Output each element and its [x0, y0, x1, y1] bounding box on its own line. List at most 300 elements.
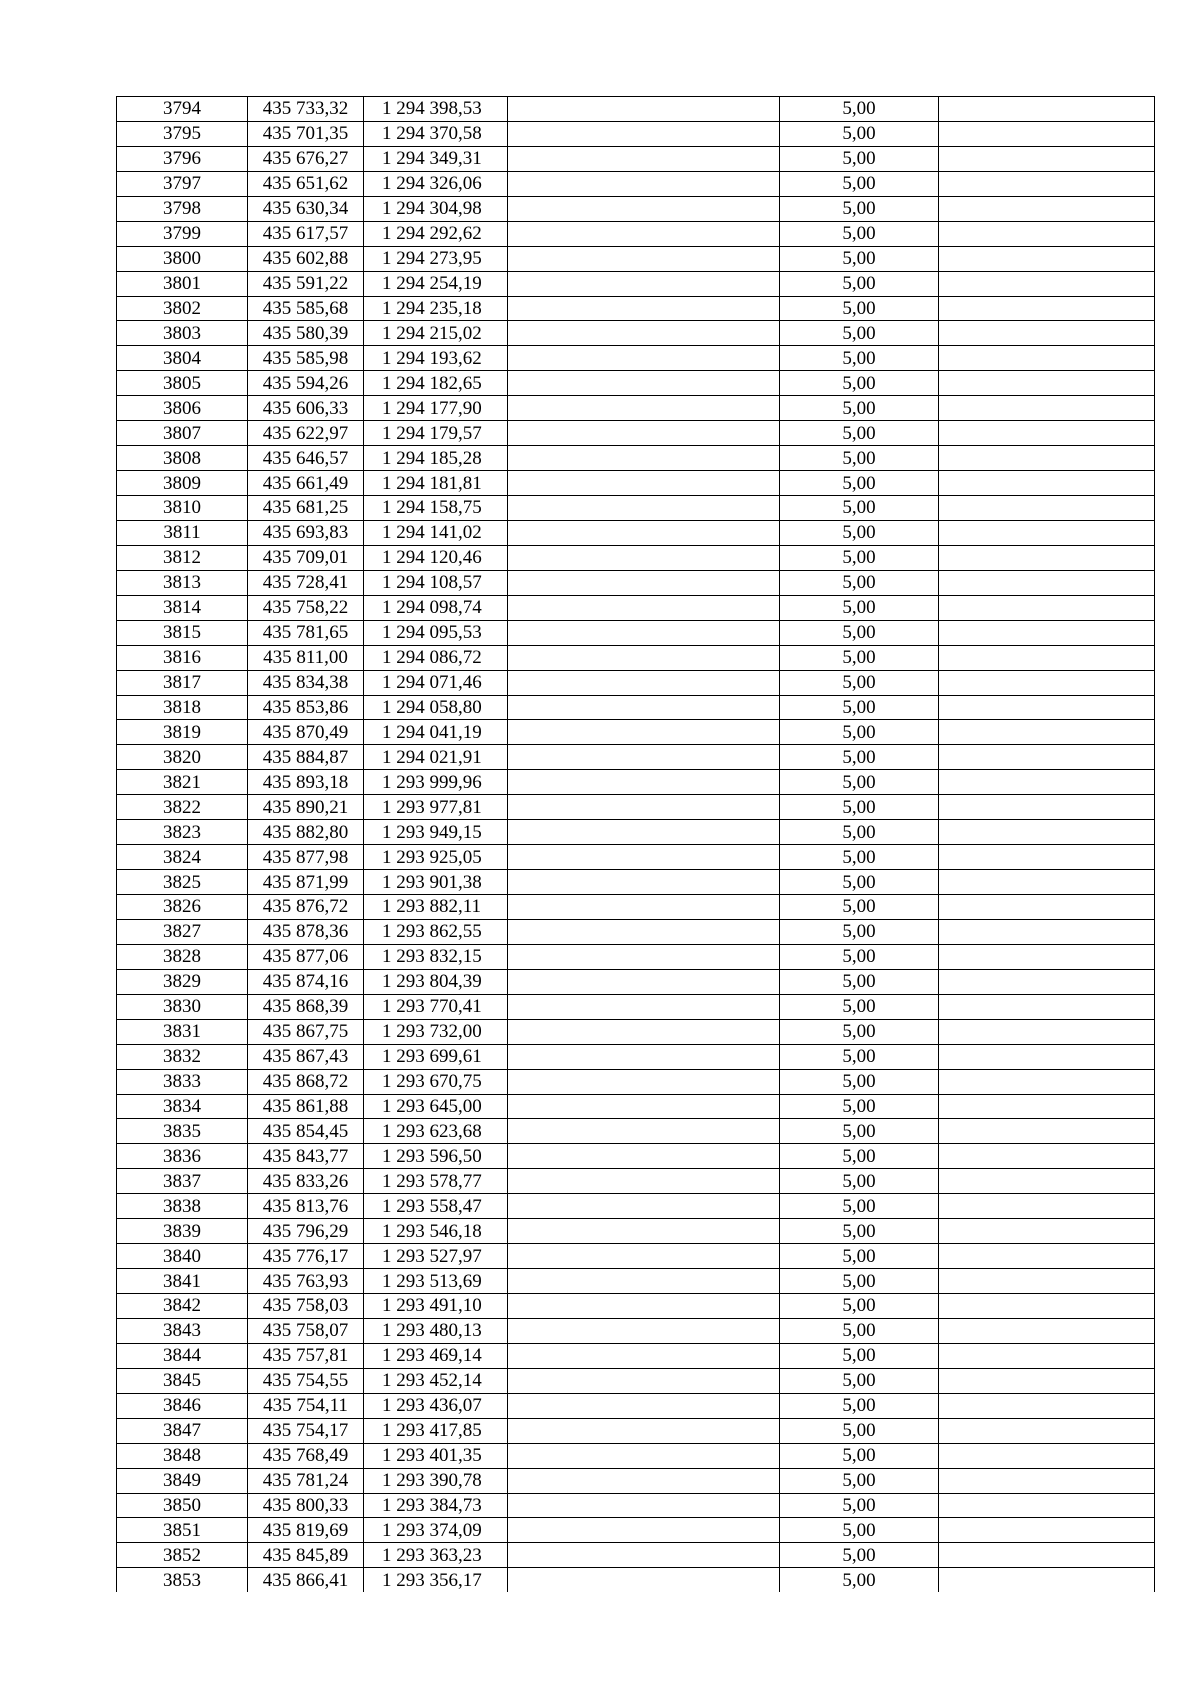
point-number-cell: 3843	[117, 1318, 248, 1343]
point-number-cell: 3849	[117, 1468, 248, 1493]
empty-cell	[508, 570, 780, 595]
y-coordinate-cell: 1 294 177,90	[364, 396, 508, 421]
value-cell: 5,00	[780, 670, 939, 695]
empty-cell	[508, 1219, 780, 1244]
x-coordinate-cell: 435 877,98	[248, 845, 364, 870]
y-coordinate-cell: 1 294 349,31	[364, 146, 508, 171]
table-row	[117, 745, 1155, 770]
x-coordinate-cell: 435 776,17	[248, 1244, 364, 1269]
y-coordinate-cell: 1 293 862,55	[364, 919, 508, 944]
x-coordinate-cell: 435 876,72	[248, 895, 364, 920]
value-cell: 5,00	[780, 1443, 939, 1468]
table-row	[117, 1368, 1155, 1393]
table-row	[117, 1318, 1155, 1343]
table-row	[117, 1468, 1155, 1493]
x-coordinate-cell: 435 709,01	[248, 545, 364, 570]
table-row	[117, 770, 1155, 795]
table-row	[117, 670, 1155, 695]
y-coordinate-cell: 1 294 120,46	[364, 545, 508, 570]
table-row	[117, 1418, 1155, 1443]
empty-cell	[939, 1294, 1155, 1319]
point-number-cell: 3813	[117, 570, 248, 595]
x-coordinate-cell: 435 845,89	[248, 1543, 364, 1568]
table-row	[117, 396, 1155, 421]
empty-cell	[508, 1368, 780, 1393]
table-row	[117, 820, 1155, 845]
table-row	[117, 97, 1155, 122]
table-row	[117, 1269, 1155, 1294]
empty-cell	[508, 545, 780, 570]
point-number-cell: 3804	[117, 346, 248, 371]
empty-cell	[939, 1169, 1155, 1194]
empty-cell	[939, 520, 1155, 545]
point-number-cell: 3832	[117, 1044, 248, 1069]
x-coordinate-cell: 435 877,06	[248, 944, 364, 969]
x-coordinate-cell: 435 853,86	[248, 695, 364, 720]
table-row	[117, 1393, 1155, 1418]
point-number-cell: 3841	[117, 1269, 248, 1294]
empty-cell	[508, 670, 780, 695]
point-number-cell: 3794	[117, 97, 248, 122]
value-cell: 5,00	[780, 545, 939, 570]
table-row	[117, 919, 1155, 944]
y-coordinate-cell: 1 293 390,78	[364, 1468, 508, 1493]
table-row	[117, 1518, 1155, 1543]
empty-cell	[939, 1343, 1155, 1368]
y-coordinate-cell: 1 293 469,14	[364, 1343, 508, 1368]
point-number-cell: 3810	[117, 496, 248, 521]
y-coordinate-cell: 1 294 041,19	[364, 720, 508, 745]
value-cell: 5,00	[780, 1069, 939, 1094]
point-number-cell: 3822	[117, 795, 248, 820]
value-cell: 5,00	[780, 870, 939, 895]
empty-cell	[939, 1468, 1155, 1493]
empty-cell	[508, 969, 780, 994]
point-number-cell: 3836	[117, 1144, 248, 1169]
value-cell: 5,00	[780, 471, 939, 496]
table-row	[117, 1069, 1155, 1094]
empty-cell	[939, 545, 1155, 570]
empty-cell	[508, 321, 780, 346]
empty-cell	[508, 595, 780, 620]
value-cell: 5,00	[780, 795, 939, 820]
empty-cell	[508, 1069, 780, 1094]
table-row	[117, 271, 1155, 296]
value-cell: 5,00	[780, 196, 939, 221]
empty-cell	[939, 570, 1155, 595]
value-cell: 5,00	[780, 221, 939, 246]
value-cell: 5,00	[780, 620, 939, 645]
value-cell: 5,00	[780, 146, 939, 171]
y-coordinate-cell: 1 293 596,50	[364, 1144, 508, 1169]
empty-cell	[508, 1493, 780, 1518]
point-number-cell: 3846	[117, 1393, 248, 1418]
value-cell: 5,00	[780, 570, 939, 595]
y-coordinate-cell: 1 293 480,13	[364, 1318, 508, 1343]
empty-cell	[939, 321, 1155, 346]
empty-cell	[939, 1493, 1155, 1518]
value-cell: 5,00	[780, 496, 939, 521]
y-coordinate-cell: 1 294 071,46	[364, 670, 508, 695]
value-cell: 5,00	[780, 446, 939, 471]
y-coordinate-cell: 1 293 732,00	[364, 1019, 508, 1044]
value-cell: 5,00	[780, 1144, 939, 1169]
empty-cell	[508, 421, 780, 446]
empty-cell	[508, 146, 780, 171]
point-number-cell: 3833	[117, 1069, 248, 1094]
table-row	[117, 171, 1155, 196]
empty-cell	[508, 1269, 780, 1294]
empty-cell	[508, 1468, 780, 1493]
x-coordinate-cell: 435 585,68	[248, 296, 364, 321]
y-coordinate-cell: 1 294 185,28	[364, 446, 508, 471]
empty-cell	[939, 97, 1155, 122]
empty-cell	[508, 919, 780, 944]
point-number-cell: 3853	[117, 1568, 248, 1592]
value-cell: 5,00	[780, 346, 939, 371]
empty-cell	[939, 770, 1155, 795]
empty-cell	[939, 346, 1155, 371]
x-coordinate-cell: 435 781,24	[248, 1468, 364, 1493]
table-row	[117, 446, 1155, 471]
value-cell: 5,00	[780, 695, 939, 720]
value-cell: 5,00	[780, 321, 939, 346]
point-number-cell: 3852	[117, 1543, 248, 1568]
value-cell: 5,00	[780, 1294, 939, 1319]
y-coordinate-cell: 1 293 356,17	[364, 1568, 508, 1592]
value-cell: 5,00	[780, 520, 939, 545]
empty-cell	[508, 396, 780, 421]
empty-cell	[508, 97, 780, 122]
table-row	[117, 1543, 1155, 1568]
point-number-cell: 3808	[117, 446, 248, 471]
point-number-cell: 3851	[117, 1518, 248, 1543]
x-coordinate-cell: 435 870,49	[248, 720, 364, 745]
point-number-cell: 3828	[117, 944, 248, 969]
point-number-cell: 3797	[117, 171, 248, 196]
table-row	[117, 371, 1155, 396]
empty-cell	[939, 1019, 1155, 1044]
y-coordinate-cell: 1 294 254,19	[364, 271, 508, 296]
point-number-cell: 3837	[117, 1169, 248, 1194]
value-cell: 5,00	[780, 720, 939, 745]
y-coordinate-cell: 1 293 527,97	[364, 1244, 508, 1269]
x-coordinate-cell: 435 728,41	[248, 570, 364, 595]
value-cell: 5,00	[780, 820, 939, 845]
point-number-cell: 3817	[117, 670, 248, 695]
point-number-cell: 3814	[117, 595, 248, 620]
x-coordinate-cell: 435 890,21	[248, 795, 364, 820]
empty-cell	[939, 1244, 1155, 1269]
x-coordinate-cell: 435 646,57	[248, 446, 364, 471]
y-coordinate-cell: 1 294 021,91	[364, 745, 508, 770]
table-row	[117, 1343, 1155, 1368]
table-row	[117, 695, 1155, 720]
table-row	[117, 471, 1155, 496]
empty-cell	[939, 919, 1155, 944]
y-coordinate-cell: 1 294 215,02	[364, 321, 508, 346]
x-coordinate-cell: 435 591,22	[248, 271, 364, 296]
value-cell: 5,00	[780, 1543, 939, 1568]
empty-cell	[939, 1069, 1155, 1094]
empty-cell	[508, 1343, 780, 1368]
y-coordinate-cell: 1 294 181,81	[364, 471, 508, 496]
empty-cell	[508, 1044, 780, 1069]
empty-cell	[939, 620, 1155, 645]
table-row	[117, 346, 1155, 371]
x-coordinate-cell: 435 733,32	[248, 97, 364, 122]
x-coordinate-cell: 435 622,97	[248, 421, 364, 446]
y-coordinate-cell: 1 294 235,18	[364, 296, 508, 321]
point-number-cell: 3799	[117, 221, 248, 246]
value-cell: 5,00	[780, 944, 939, 969]
empty-cell	[939, 745, 1155, 770]
x-coordinate-cell: 435 757,81	[248, 1343, 364, 1368]
table-row	[117, 994, 1155, 1019]
y-coordinate-cell: 1 294 326,06	[364, 171, 508, 196]
empty-cell	[508, 1194, 780, 1219]
value-cell: 5,00	[780, 1493, 939, 1518]
empty-cell	[939, 969, 1155, 994]
x-coordinate-cell: 435 701,35	[248, 121, 364, 146]
point-number-cell: 3826	[117, 895, 248, 920]
x-coordinate-cell: 435 882,80	[248, 820, 364, 845]
y-coordinate-cell: 1 294 292,62	[364, 221, 508, 246]
y-coordinate-cell: 1 294 086,72	[364, 645, 508, 670]
value-cell: 5,00	[780, 1418, 939, 1443]
y-coordinate-cell: 1 293 578,77	[364, 1169, 508, 1194]
x-coordinate-cell: 435 602,88	[248, 246, 364, 271]
point-number-cell: 3812	[117, 545, 248, 570]
table-row	[117, 1019, 1155, 1044]
y-coordinate-cell: 1 293 452,14	[364, 1368, 508, 1393]
y-coordinate-cell: 1 293 804,39	[364, 969, 508, 994]
point-number-cell: 3829	[117, 969, 248, 994]
empty-cell	[508, 496, 780, 521]
empty-cell	[508, 121, 780, 146]
x-coordinate-cell: 435 768,49	[248, 1443, 364, 1468]
y-coordinate-cell: 1 293 670,75	[364, 1069, 508, 1094]
y-coordinate-cell: 1 294 108,57	[364, 570, 508, 595]
x-coordinate-cell: 435 854,45	[248, 1119, 364, 1144]
empty-cell	[508, 1019, 780, 1044]
empty-cell	[508, 446, 780, 471]
x-coordinate-cell: 435 868,72	[248, 1069, 364, 1094]
empty-cell	[939, 695, 1155, 720]
point-number-cell: 3806	[117, 396, 248, 421]
empty-cell	[939, 1393, 1155, 1418]
empty-cell	[508, 695, 780, 720]
x-coordinate-cell: 435 811,00	[248, 645, 364, 670]
empty-cell	[508, 1318, 780, 1343]
value-cell: 5,00	[780, 1044, 939, 1069]
table-row	[117, 121, 1155, 146]
value-cell: 5,00	[780, 296, 939, 321]
value-cell: 5,00	[780, 97, 939, 122]
y-coordinate-cell: 1 293 901,38	[364, 870, 508, 895]
point-number-cell: 3815	[117, 620, 248, 645]
point-number-cell: 3800	[117, 246, 248, 271]
y-coordinate-cell: 1 293 832,15	[364, 944, 508, 969]
table-row	[117, 146, 1155, 171]
table-row	[117, 1044, 1155, 1069]
empty-cell	[939, 1518, 1155, 1543]
x-coordinate-cell: 435 651,62	[248, 171, 364, 196]
y-coordinate-cell: 1 293 645,00	[364, 1094, 508, 1119]
empty-cell	[939, 396, 1155, 421]
empty-cell	[939, 146, 1155, 171]
x-coordinate-cell: 435 758,07	[248, 1318, 364, 1343]
empty-cell	[508, 196, 780, 221]
y-coordinate-cell: 1 293 925,05	[364, 845, 508, 870]
y-coordinate-cell: 1 293 623,68	[364, 1119, 508, 1144]
point-number-cell: 3834	[117, 1094, 248, 1119]
point-number-cell: 3827	[117, 919, 248, 944]
table-row	[117, 296, 1155, 321]
value-cell: 5,00	[780, 1368, 939, 1393]
y-coordinate-cell: 1 294 095,53	[364, 620, 508, 645]
table-row	[117, 570, 1155, 595]
empty-cell	[508, 1144, 780, 1169]
x-coordinate-cell: 435 861,88	[248, 1094, 364, 1119]
value-cell: 5,00	[780, 1219, 939, 1244]
empty-cell	[508, 471, 780, 496]
table-row	[117, 895, 1155, 920]
table-row	[117, 221, 1155, 246]
x-coordinate-cell: 435 758,22	[248, 595, 364, 620]
value-cell: 5,00	[780, 595, 939, 620]
empty-cell	[939, 820, 1155, 845]
table-row	[117, 1219, 1155, 1244]
x-coordinate-cell: 435 681,25	[248, 496, 364, 521]
value-cell: 5,00	[780, 645, 939, 670]
table-row	[117, 196, 1155, 221]
empty-cell	[508, 1294, 780, 1319]
y-coordinate-cell: 1 293 882,11	[364, 895, 508, 920]
empty-cell	[939, 1568, 1155, 1592]
value-cell: 5,00	[780, 919, 939, 944]
point-number-cell: 3825	[117, 870, 248, 895]
point-number-cell: 3823	[117, 820, 248, 845]
y-coordinate-cell: 1 293 977,81	[364, 795, 508, 820]
point-number-cell: 3839	[117, 1219, 248, 1244]
y-coordinate-cell: 1 294 273,95	[364, 246, 508, 271]
point-number-cell: 3798	[117, 196, 248, 221]
empty-cell	[939, 221, 1155, 246]
table-row	[117, 421, 1155, 446]
y-coordinate-cell: 1 293 491,10	[364, 1294, 508, 1319]
y-coordinate-cell: 1 293 513,69	[364, 1269, 508, 1294]
value-cell: 5,00	[780, 1318, 939, 1343]
table-row	[117, 595, 1155, 620]
table-row	[117, 645, 1155, 670]
empty-cell	[508, 1418, 780, 1443]
point-number-cell: 3838	[117, 1194, 248, 1219]
x-coordinate-cell: 435 754,11	[248, 1393, 364, 1418]
empty-cell	[939, 1443, 1155, 1468]
empty-cell	[508, 1443, 780, 1468]
empty-cell	[939, 645, 1155, 670]
value-cell: 5,00	[780, 171, 939, 196]
value-cell: 5,00	[780, 1119, 939, 1144]
value-cell: 5,00	[780, 1343, 939, 1368]
point-number-cell: 3807	[117, 421, 248, 446]
table-row	[117, 720, 1155, 745]
empty-cell	[508, 845, 780, 870]
value-cell: 5,00	[780, 1169, 939, 1194]
y-coordinate-cell: 1 293 417,85	[364, 1418, 508, 1443]
x-coordinate-cell: 435 884,87	[248, 745, 364, 770]
point-number-cell: 3842	[117, 1294, 248, 1319]
empty-cell	[508, 371, 780, 396]
point-number-cell: 3820	[117, 745, 248, 770]
point-number-cell: 3821	[117, 770, 248, 795]
x-coordinate-cell: 435 819,69	[248, 1518, 364, 1543]
empty-cell	[508, 520, 780, 545]
empty-cell	[939, 271, 1155, 296]
table-row	[117, 1493, 1155, 1518]
empty-cell	[939, 1269, 1155, 1294]
coordinates-table	[116, 96, 1155, 1592]
value-cell: 5,00	[780, 1194, 939, 1219]
table-row	[117, 620, 1155, 645]
empty-cell	[939, 246, 1155, 271]
empty-cell	[939, 371, 1155, 396]
value-cell: 5,00	[780, 895, 939, 920]
value-cell: 5,00	[780, 845, 939, 870]
empty-cell	[939, 595, 1155, 620]
point-number-cell: 3801	[117, 271, 248, 296]
empty-cell	[508, 1568, 780, 1592]
empty-cell	[508, 171, 780, 196]
y-coordinate-cell: 1 294 158,75	[364, 496, 508, 521]
x-coordinate-cell: 435 661,49	[248, 471, 364, 496]
table-row	[117, 1244, 1155, 1269]
empty-cell	[939, 1318, 1155, 1343]
empty-cell	[939, 870, 1155, 895]
y-coordinate-cell: 1 293 770,41	[364, 994, 508, 1019]
empty-cell	[508, 645, 780, 670]
y-coordinate-cell: 1 294 098,74	[364, 595, 508, 620]
empty-cell	[939, 196, 1155, 221]
empty-cell	[939, 1219, 1155, 1244]
empty-cell	[508, 870, 780, 895]
x-coordinate-cell: 435 763,93	[248, 1269, 364, 1294]
x-coordinate-cell: 435 800,33	[248, 1493, 364, 1518]
y-coordinate-cell: 1 294 182,65	[364, 371, 508, 396]
x-coordinate-cell: 435 834,38	[248, 670, 364, 695]
point-number-cell: 3848	[117, 1443, 248, 1468]
x-coordinate-cell: 435 796,29	[248, 1219, 364, 1244]
table-row	[117, 1568, 1155, 1592]
value-cell: 5,00	[780, 1393, 939, 1418]
value-cell: 5,00	[780, 1094, 939, 1119]
empty-cell	[508, 221, 780, 246]
value-cell: 5,00	[780, 121, 939, 146]
table-row	[117, 1144, 1155, 1169]
y-coordinate-cell: 1 294 304,98	[364, 196, 508, 221]
table-row	[117, 520, 1155, 545]
empty-cell	[508, 620, 780, 645]
point-number-cell: 3850	[117, 1493, 248, 1518]
y-coordinate-cell: 1 293 384,73	[364, 1493, 508, 1518]
point-number-cell: 3803	[117, 321, 248, 346]
point-number-cell: 3847	[117, 1418, 248, 1443]
x-coordinate-cell: 435 871,99	[248, 870, 364, 895]
y-coordinate-cell: 1 293 374,09	[364, 1518, 508, 1543]
x-coordinate-cell: 435 868,39	[248, 994, 364, 1019]
x-coordinate-cell: 435 867,75	[248, 1019, 364, 1044]
